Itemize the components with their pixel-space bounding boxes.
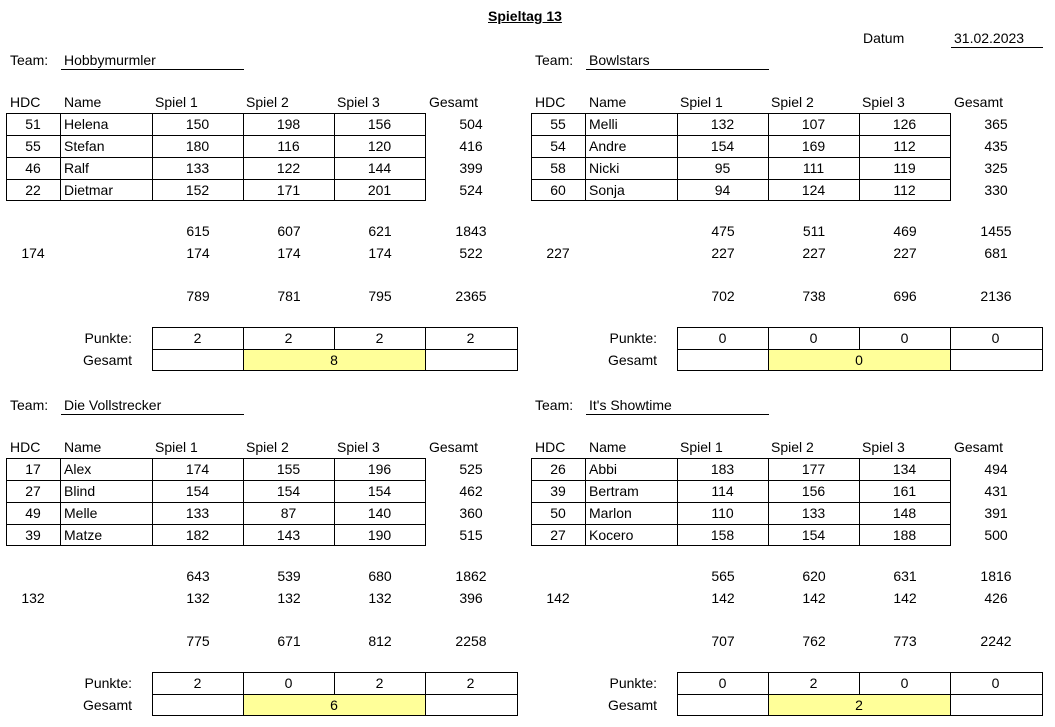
player-name: Marlon xyxy=(589,505,632,521)
hdc-row-value: 681 xyxy=(984,245,1008,261)
player-game1: 158 xyxy=(710,527,735,543)
header-spiel2: Spiel 2 xyxy=(246,94,289,110)
player-hdc: 58 xyxy=(550,160,566,176)
header-spiel1: Spiel 1 xyxy=(680,439,723,455)
player-name: Andre xyxy=(589,138,627,154)
player-total: 325 xyxy=(984,160,1008,176)
header-spiel3: Spiel 3 xyxy=(337,439,380,455)
team-name-underline xyxy=(61,414,244,415)
sum-row-value: 1862 xyxy=(455,568,487,584)
points-value: 0 xyxy=(900,675,909,691)
points-value: 0 xyxy=(991,675,1000,691)
player-name: Bertram xyxy=(589,483,639,499)
player-hdc: 26 xyxy=(550,461,566,477)
player-game1: 182 xyxy=(185,527,210,543)
gesamt-points-label: Gesamt xyxy=(607,697,657,713)
header-spiel1: Spiel 1 xyxy=(155,439,198,455)
sum-row-value: 620 xyxy=(802,568,826,584)
player-name: Alex xyxy=(64,461,92,477)
grand-total-row-value: 795 xyxy=(368,288,392,304)
player-game1: 154 xyxy=(710,138,735,154)
player-name: Matze xyxy=(64,527,103,543)
player-game3: 120 xyxy=(367,138,392,154)
grand-total-row-value: 702 xyxy=(711,288,735,304)
points-total-value: 8 xyxy=(330,352,338,368)
team-hdc-total: 174 xyxy=(21,245,45,261)
team-hdc-total: 132 xyxy=(21,590,45,606)
player-game2: 116 xyxy=(277,138,300,154)
player-name: Melle xyxy=(64,505,98,521)
player-hdc: 22 xyxy=(25,182,41,198)
grand-total-row-value: 773 xyxy=(893,633,917,649)
team-name: Bowlstars xyxy=(589,52,650,68)
sum-row-value: 1843 xyxy=(455,223,487,239)
points-total-value: 0 xyxy=(855,352,863,368)
header-spiel1: Spiel 1 xyxy=(680,94,723,110)
points-value: 2 xyxy=(193,330,202,346)
team-label: Team: xyxy=(10,397,49,413)
sum-row-value: 1816 xyxy=(980,568,1012,584)
points-label: Punkte: xyxy=(609,330,657,346)
player-game1: 114 xyxy=(711,483,734,499)
player-total: 431 xyxy=(984,483,1008,499)
header-name: Name xyxy=(64,439,102,455)
player-game2: 111 xyxy=(802,160,825,176)
player-game3: 154 xyxy=(367,483,392,499)
grand-total-row-value: 696 xyxy=(893,288,917,304)
player-game3: 140 xyxy=(367,505,392,521)
grand-total-row-value: 762 xyxy=(802,633,826,649)
player-game2: 198 xyxy=(276,116,301,132)
player-name: Abbi xyxy=(589,461,618,477)
points-value: 2 xyxy=(284,330,293,346)
header-hdc: HDC xyxy=(10,94,41,110)
hdc-row-value: 174 xyxy=(368,245,392,261)
header-spiel2: Spiel 2 xyxy=(771,94,814,110)
player-hdc: 51 xyxy=(25,116,41,132)
player-total: 525 xyxy=(459,461,483,477)
player-game2: 156 xyxy=(801,483,826,499)
player-hdc: 49 xyxy=(25,505,41,521)
player-game1: 174 xyxy=(185,461,210,477)
player-hdc: 60 xyxy=(550,182,566,198)
player-game1: 132 xyxy=(710,116,735,132)
player-game3: 112 xyxy=(893,138,916,154)
header-gesamt: Gesamt xyxy=(954,94,1004,110)
player-name: Kocero xyxy=(589,527,634,543)
header-name: Name xyxy=(589,94,627,110)
sum-row-value: 621 xyxy=(368,223,392,239)
header-spiel2: Spiel 2 xyxy=(246,439,289,455)
player-game1: 152 xyxy=(185,182,210,198)
player-total: 500 xyxy=(984,527,1008,543)
hdc-row-value: 142 xyxy=(711,590,735,606)
sum-row-value: 680 xyxy=(368,568,392,584)
player-game2: 177 xyxy=(801,461,826,477)
grand-total-row-value: 2258 xyxy=(455,633,487,649)
hdc-row-value: 132 xyxy=(368,590,392,606)
player-hdc: 39 xyxy=(550,483,566,499)
player-game2: 169 xyxy=(801,138,826,154)
header-spiel3: Spiel 3 xyxy=(862,94,905,110)
header-spiel3: Spiel 3 xyxy=(337,94,380,110)
grand-total-row-value: 2365 xyxy=(455,288,487,304)
player-game1: 110 xyxy=(711,505,734,521)
player-game2: 171 xyxy=(276,182,301,198)
grand-total-row-value: 2242 xyxy=(980,633,1012,649)
player-total: 504 xyxy=(459,116,483,132)
hdc-row-value: 227 xyxy=(893,245,917,261)
player-hdc: 39 xyxy=(25,527,41,543)
player-game1: 183 xyxy=(710,461,735,477)
sum-row-value: 539 xyxy=(277,568,301,584)
sum-row-value: 469 xyxy=(893,223,917,239)
player-game3: 112 xyxy=(893,182,916,198)
gesamt-points-label: Gesamt xyxy=(82,697,132,713)
hdc-row-value: 142 xyxy=(802,590,826,606)
hdc-row-value: 426 xyxy=(984,590,1008,606)
header-gesamt: Gesamt xyxy=(429,439,479,455)
team-label: Team: xyxy=(535,397,574,413)
date-value: 31.02.2023 xyxy=(954,30,1025,46)
player-name: Blind xyxy=(64,483,96,499)
player-game2: 124 xyxy=(801,182,826,198)
points-value: 0 xyxy=(900,330,909,346)
player-game3: 144 xyxy=(367,160,392,176)
player-name: Melli xyxy=(589,116,618,132)
player-total: 462 xyxy=(459,483,483,499)
points-value: 0 xyxy=(991,330,1000,346)
points-value: 0 xyxy=(718,675,727,691)
grand-total-row-value: 2136 xyxy=(980,288,1012,304)
hdc-row-value: 396 xyxy=(459,590,483,606)
grand-total-row-value: 789 xyxy=(186,288,210,304)
grand-total-row-value: 812 xyxy=(368,633,392,649)
team-name-underline xyxy=(61,69,244,70)
player-total: 391 xyxy=(984,505,1008,521)
points-value: 2 xyxy=(375,330,384,346)
player-game3: 188 xyxy=(892,527,917,543)
points-value: 2 xyxy=(375,675,384,691)
player-hdc: 55 xyxy=(25,138,41,154)
hdc-row-value: 227 xyxy=(802,245,826,261)
player-hdc: 50 xyxy=(550,505,566,521)
points-label: Punkte: xyxy=(84,675,132,691)
points-value: 2 xyxy=(466,675,475,691)
points-value: 0 xyxy=(809,330,818,346)
hdc-row-value: 132 xyxy=(186,590,210,606)
sum-row-value: 1455 xyxy=(980,223,1012,239)
hdc-row-value: 132 xyxy=(277,590,301,606)
player-name: Helena xyxy=(64,116,109,132)
player-game2: 87 xyxy=(280,505,297,521)
player-game3: 119 xyxy=(893,160,916,176)
player-total: 416 xyxy=(459,138,483,154)
sum-row-value: 631 xyxy=(893,568,917,584)
player-name: Ralf xyxy=(64,160,89,176)
grand-total-row-value: 707 xyxy=(711,633,735,649)
hdc-row-value: 227 xyxy=(711,245,735,261)
player-game1: 94 xyxy=(714,182,731,198)
header-hdc: HDC xyxy=(535,94,566,110)
player-hdc: 27 xyxy=(25,483,41,499)
hdc-row-value: 142 xyxy=(893,590,917,606)
header-name: Name xyxy=(64,94,102,110)
player-game3: 156 xyxy=(367,116,392,132)
team-hdc-total: 227 xyxy=(546,245,570,261)
header-spiel1: Spiel 1 xyxy=(155,94,198,110)
team-label: Team: xyxy=(535,52,574,68)
player-total: 494 xyxy=(984,461,1008,477)
hdc-row-value: 174 xyxy=(186,245,210,261)
player-total: 365 xyxy=(984,116,1008,132)
player-name: Sonja xyxy=(589,182,625,198)
player-game2: 154 xyxy=(276,483,301,499)
team-name-underline xyxy=(586,414,769,415)
sum-row-value: 475 xyxy=(711,223,735,239)
points-value: 0 xyxy=(284,675,293,691)
player-game1: 133 xyxy=(185,505,210,521)
sum-row-value: 643 xyxy=(186,568,210,584)
hdc-row-value: 174 xyxy=(277,245,301,261)
player-game3: 148 xyxy=(892,505,917,521)
grand-total-row-value: 775 xyxy=(186,633,210,649)
player-hdc: 54 xyxy=(550,138,566,154)
date-label: Datum xyxy=(863,30,905,46)
sum-row-value: 565 xyxy=(711,568,735,584)
player-game2: 154 xyxy=(801,527,826,543)
player-total: 524 xyxy=(459,182,483,198)
team-label: Team: xyxy=(10,52,49,68)
player-game3: 161 xyxy=(892,483,917,499)
player-game3: 134 xyxy=(892,461,917,477)
player-game1: 154 xyxy=(185,483,210,499)
points-value: 2 xyxy=(193,675,202,691)
player-game2: 155 xyxy=(276,461,301,477)
hdc-row-value: 522 xyxy=(459,245,483,261)
player-total: 360 xyxy=(459,505,483,521)
gesamt-points-label: Gesamt xyxy=(607,352,657,368)
player-hdc: 55 xyxy=(550,116,566,132)
player-game2: 122 xyxy=(276,160,301,176)
date-underline xyxy=(951,47,1043,48)
player-total: 515 xyxy=(459,527,483,543)
page-title: Spieltag 13 xyxy=(488,8,562,24)
player-total: 330 xyxy=(984,182,1008,198)
team-name: Hobbymurmler xyxy=(64,52,156,68)
player-hdc: 46 xyxy=(25,160,41,176)
team-name: It's Showtime xyxy=(589,397,672,413)
player-total: 435 xyxy=(984,138,1008,154)
header-hdc: HDC xyxy=(10,439,41,455)
player-name: Nicki xyxy=(589,160,620,176)
points-total-value: 2 xyxy=(855,697,863,713)
points-value: 2 xyxy=(809,675,818,691)
player-hdc: 17 xyxy=(25,461,41,477)
header-name: Name xyxy=(589,439,627,455)
gesamt-points-label: Gesamt xyxy=(82,352,132,368)
points-value: 0 xyxy=(718,330,727,346)
points-label: Punkte: xyxy=(84,330,132,346)
header-spiel2: Spiel 2 xyxy=(771,439,814,455)
player-name: Dietmar xyxy=(64,182,114,198)
team-hdc-total: 142 xyxy=(546,590,570,606)
player-game2: 133 xyxy=(801,505,826,521)
player-total: 399 xyxy=(459,160,483,176)
team-name: Die Vollstrecker xyxy=(64,397,162,413)
player-game3: 126 xyxy=(892,116,917,132)
player-game3: 201 xyxy=(367,182,392,198)
grand-total-row-value: 671 xyxy=(277,633,301,649)
header-spiel3: Spiel 3 xyxy=(862,439,905,455)
player-game1: 180 xyxy=(185,138,210,154)
player-game2: 143 xyxy=(276,527,301,543)
sum-row-value: 607 xyxy=(277,223,301,239)
sum-row-value: 615 xyxy=(186,223,210,239)
player-game2: 107 xyxy=(801,116,826,132)
player-game1: 95 xyxy=(714,160,731,176)
player-hdc: 27 xyxy=(550,527,566,543)
team-name-underline xyxy=(586,69,769,70)
player-name: Stefan xyxy=(64,138,105,154)
player-game1: 133 xyxy=(185,160,210,176)
points-total-value: 6 xyxy=(330,697,338,713)
grand-total-row-value: 781 xyxy=(277,288,301,304)
grand-total-row-value: 738 xyxy=(802,288,826,304)
header-gesamt: Gesamt xyxy=(954,439,1004,455)
player-game3: 196 xyxy=(367,461,392,477)
points-value: 2 xyxy=(466,330,475,346)
player-game3: 190 xyxy=(367,527,392,543)
sum-row-value: 511 xyxy=(802,223,826,239)
header-gesamt: Gesamt xyxy=(429,94,479,110)
points-label: Punkte: xyxy=(609,675,657,691)
player-game1: 150 xyxy=(185,116,210,132)
header-hdc: HDC xyxy=(535,439,566,455)
